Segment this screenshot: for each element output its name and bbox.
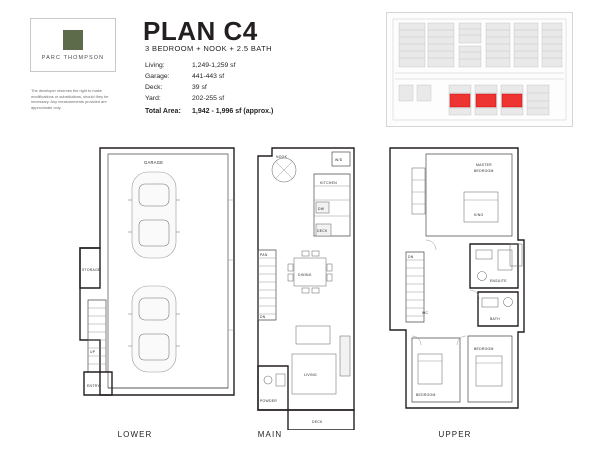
site-key-plan xyxy=(386,12,573,127)
total-value: 1,942 - 1,996 sf (approx.) xyxy=(192,108,274,115)
legal-disclaimer: The developer reserves the right to make modifications or substitutions, should they be necessary. Any measurements provided are approximate only. xyxy=(31,88,109,110)
room-label-kitchen: KITCHEN xyxy=(320,181,337,185)
car-icon xyxy=(128,172,180,258)
spec-value: 1,249-1,259 sf xyxy=(192,62,236,69)
lower-floor-plan xyxy=(62,140,242,430)
spec-value: 441-443 sf xyxy=(192,73,225,80)
room-label-living: LIVING xyxy=(304,373,317,377)
spec-label: Deck: xyxy=(145,84,163,91)
floor-label-upper: UPPER xyxy=(438,430,472,439)
spec-total-row xyxy=(145,104,273,117)
spec-value: 39 sf xyxy=(192,84,207,91)
room-label-pantry: W/D xyxy=(335,158,343,162)
bed-icon xyxy=(476,356,502,386)
room-label-master: MASTER xyxy=(476,163,492,167)
spec-row xyxy=(145,82,273,93)
brand-logo xyxy=(30,18,116,72)
dining-table-icon xyxy=(294,258,326,286)
sofa-icon xyxy=(296,326,330,344)
stair-label-up: DN xyxy=(260,315,266,319)
spec-value: 202-255 sf xyxy=(192,95,225,102)
bed-icon xyxy=(464,192,498,222)
room-label-dining: DINING xyxy=(298,273,312,277)
page-title: PLAN C4 xyxy=(143,16,258,46)
stair-label-dn: DN xyxy=(408,255,414,259)
room-label-bedroom-3: BEDROOM xyxy=(474,347,494,351)
spec-label: Living: xyxy=(145,62,165,69)
room-label-deck: DECK xyxy=(312,420,323,424)
spec-row xyxy=(145,71,273,82)
room-label-master-2: BEDROOM xyxy=(474,169,494,173)
room-label-wc: WC xyxy=(422,311,429,315)
total-label: Total Area: xyxy=(145,108,181,115)
appliance-label-wd: DECK xyxy=(317,229,328,233)
room-label-powder: POWDER xyxy=(260,399,278,403)
key-plan-graphic xyxy=(387,13,572,126)
appliance-label-dw: DW xyxy=(318,207,325,211)
room-label-nook: NOOK xyxy=(276,155,288,159)
page-subtitle: 3 BEDROOM + NOOK + 2.5 BATH xyxy=(145,44,272,53)
upper-floor-plan xyxy=(378,140,558,430)
spec-label: Garage: xyxy=(145,73,170,80)
room-label-bath: BATH xyxy=(490,317,500,321)
spec-label: Yard: xyxy=(145,95,161,102)
floorplans-area xyxy=(0,138,600,438)
room-label-garage: GARAGE xyxy=(144,160,164,165)
bed-icon xyxy=(418,354,442,384)
spec-row xyxy=(145,60,273,71)
room-label-bedroom-2: BEDROOM xyxy=(416,393,436,397)
car-icon xyxy=(128,286,180,372)
floor-label-lower: LOWER xyxy=(117,430,153,439)
room-label-ensuite: ENSUITE xyxy=(490,279,507,283)
area-specs xyxy=(145,60,273,117)
brand-name: PARC THOMPSON xyxy=(41,54,105,61)
stair-label-dn: PAN xyxy=(260,253,268,257)
room-label-storage: STORAGE xyxy=(82,268,101,272)
room-label-entry: ENTRY xyxy=(87,384,100,388)
stair-label-up: UP xyxy=(90,350,96,354)
logo-mark-icon xyxy=(63,30,83,50)
bed-size-label: KING xyxy=(474,213,484,217)
floor-label-main: MAIN xyxy=(257,430,283,439)
main-floor-plan xyxy=(236,140,386,430)
spec-row xyxy=(145,93,273,104)
